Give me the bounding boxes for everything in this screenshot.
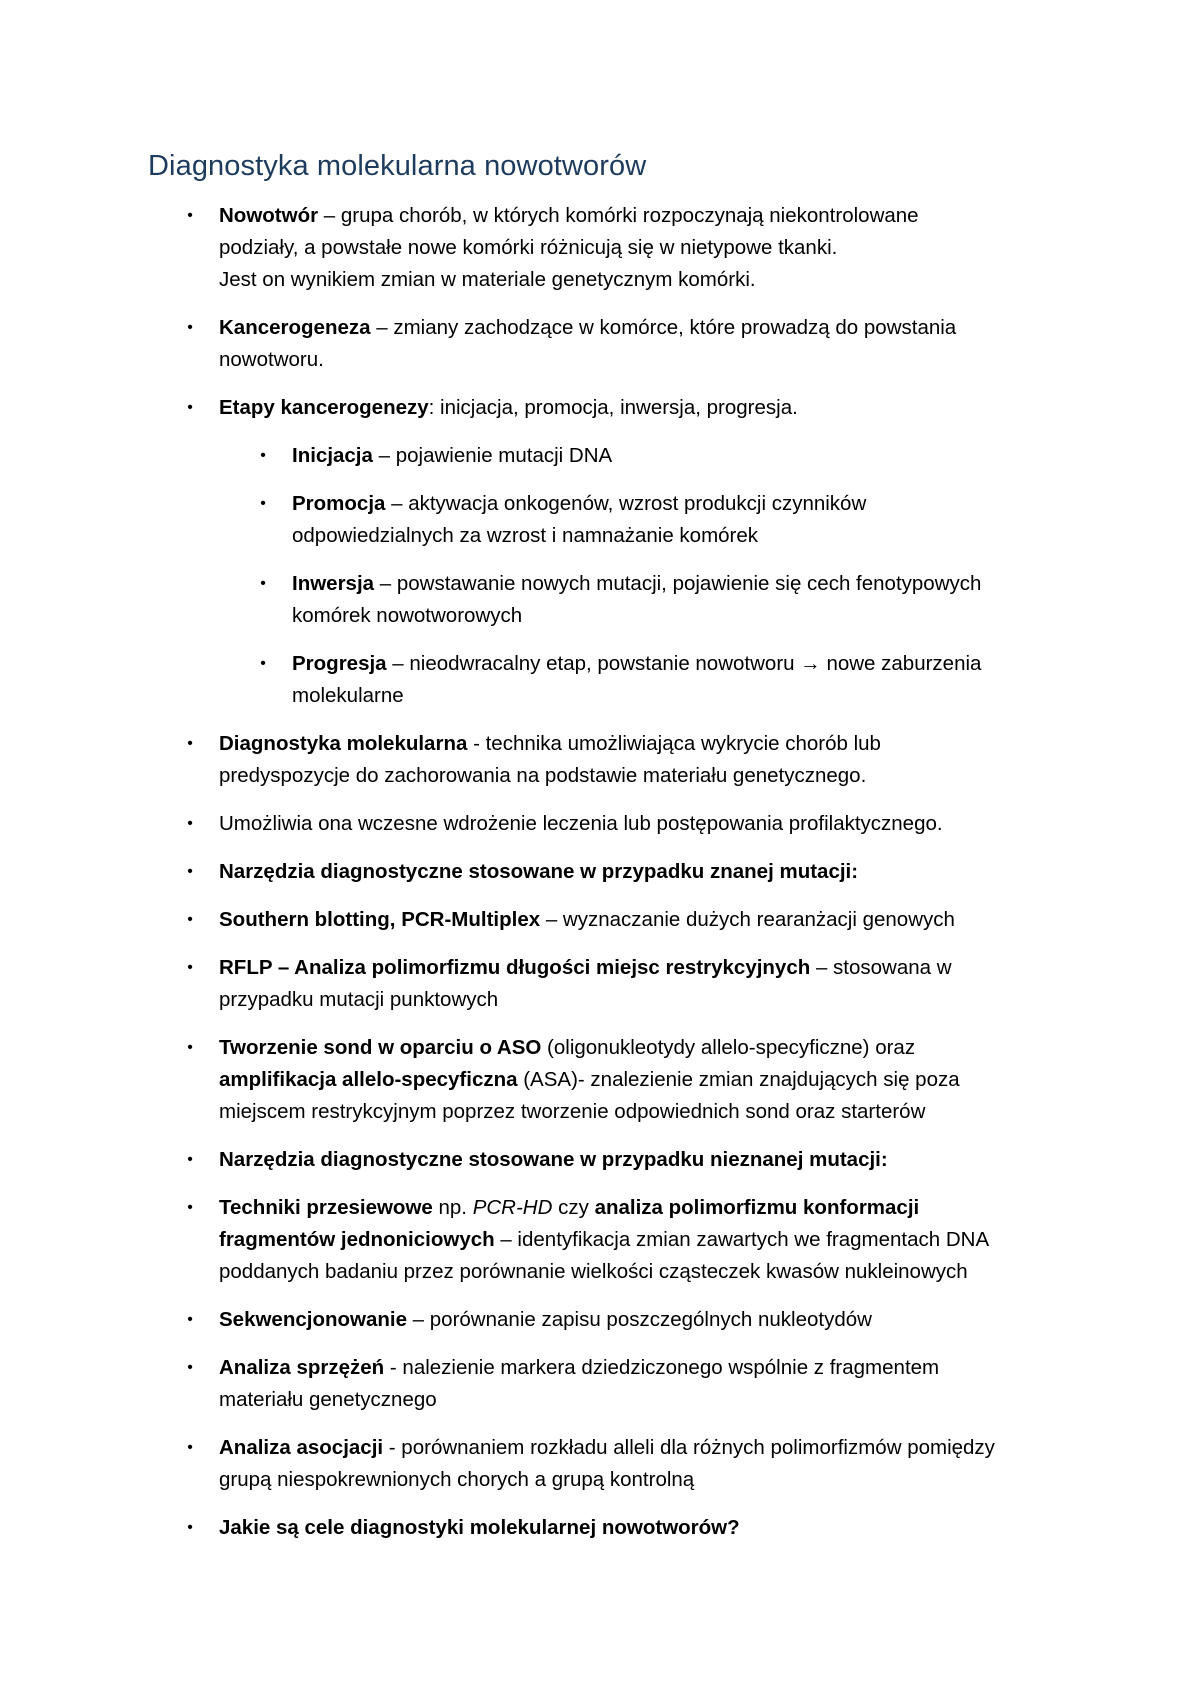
bold-text: → bbox=[800, 652, 821, 675]
bullet-icon: • bbox=[187, 735, 193, 752]
text-line bbox=[292, 600, 1092, 632]
text-segment: Umożliwia ona wczesne wdrożenie leczenia lub postępowania profilaktycznego. bbox=[219, 812, 943, 835]
text-segment: np. bbox=[432, 1196, 473, 1219]
text-line bbox=[292, 648, 1092, 680]
bold-text: Nowotwór bbox=[219, 204, 319, 227]
bold-text: Southern blotting, PCR-Multiplex bbox=[219, 908, 541, 931]
text-segment: (oligonukleotydy allelo-specyficzne) oraz bbox=[541, 1036, 916, 1059]
text-line bbox=[219, 1512, 1079, 1544]
bold-text: Narzędzia diagnostyczne stosowane w przypadku znanej mutacji: bbox=[219, 860, 859, 883]
text-line bbox=[219, 1096, 1079, 1128]
text-line bbox=[219, 1256, 1079, 1288]
text-line bbox=[219, 1032, 1079, 1064]
bullet-icon: • bbox=[260, 655, 266, 672]
text-segment: - technika umożliwiająca wykrycie chorób lub bbox=[467, 732, 881, 755]
bullet-icon: • bbox=[187, 319, 193, 336]
list-item bbox=[187, 1512, 1079, 1544]
bullet-icon: • bbox=[260, 575, 266, 592]
text-line bbox=[219, 1352, 1079, 1384]
list-item bbox=[187, 856, 1079, 888]
bold-text: amplifikacja allelo-specyficzna bbox=[219, 1068, 518, 1091]
bold-text: Analiza sprzężeń bbox=[219, 1356, 385, 1379]
bold-text: Diagnostyka molekularna bbox=[219, 732, 468, 755]
text-line bbox=[219, 1192, 1079, 1224]
bullet-icon: • bbox=[187, 1439, 193, 1456]
bullet-icon: • bbox=[187, 1519, 193, 1536]
bold-text: Techniki przesiewowe bbox=[219, 1196, 433, 1219]
bullet-icon: • bbox=[260, 495, 266, 512]
text-segment: molekularne bbox=[292, 684, 404, 707]
text-segment: nowe zaburzenia bbox=[820, 652, 982, 675]
bullet-icon: • bbox=[187, 1151, 193, 1168]
text-segment: (ASA)- znalezienie zmian znajdujących się poza bbox=[517, 1068, 960, 1091]
text-line bbox=[292, 440, 1092, 472]
text-segment: : inicjacja, promocja, inwersja, progresja. bbox=[428, 396, 798, 419]
text-segment: – porównanie zapisu poszczególnych nukleotydów bbox=[406, 1308, 872, 1331]
text-segment: – powstawanie nowych mutacji, pojawienie się cech fenotypowych bbox=[374, 572, 982, 595]
bold-text: Narzędzia diagnostyczne stosowane w przypadku nieznanej mutacji: bbox=[219, 1148, 888, 1171]
text-segment: – aktywacja onkogenów, wzrost produkcji czynników bbox=[385, 492, 867, 515]
text-line bbox=[219, 760, 1079, 792]
text-line bbox=[219, 1304, 1079, 1336]
text-line bbox=[292, 680, 1092, 712]
bullet-icon: • bbox=[187, 863, 193, 880]
text-line bbox=[219, 200, 1079, 232]
bold-text: analiza polimorfizmu konformacji bbox=[594, 1196, 920, 1219]
list-item bbox=[187, 200, 1079, 296]
text-segment: odpowiedzialnych za wzrost i namnażanie komórek bbox=[292, 524, 759, 547]
list-item bbox=[187, 808, 1079, 840]
text-line bbox=[292, 568, 1092, 600]
bold-text: Progresja bbox=[292, 652, 387, 675]
list-item bbox=[187, 1144, 1079, 1176]
text-line bbox=[219, 728, 1079, 760]
text-line bbox=[219, 1384, 1079, 1416]
bullet-icon: • bbox=[187, 207, 193, 224]
text-line bbox=[219, 1144, 1079, 1176]
text-line bbox=[219, 1064, 1079, 1096]
bullet-icon: • bbox=[187, 911, 193, 928]
bold-text: RFLP – Analiza polimorfizmu długości miejsc restrykcyjnych bbox=[219, 956, 811, 979]
list-item bbox=[187, 1432, 1079, 1496]
text-line bbox=[219, 1224, 1079, 1256]
text-segment: Jest on wynikiem zmian w materiale genetycznym komórki. bbox=[219, 268, 756, 291]
bullet-icon: • bbox=[187, 1311, 193, 1328]
text-line bbox=[219, 856, 1079, 888]
text-line bbox=[219, 392, 1079, 424]
sub-list-item bbox=[260, 648, 1092, 712]
text-line bbox=[219, 232, 1079, 264]
list-item bbox=[187, 952, 1079, 1016]
list-item bbox=[187, 1192, 1079, 1288]
text-line bbox=[219, 984, 1079, 1016]
sub-list-item bbox=[260, 568, 1092, 632]
bullet-icon: • bbox=[260, 447, 266, 464]
bold-text: Analiza asocjacji bbox=[219, 1436, 384, 1459]
text-line bbox=[219, 808, 1079, 840]
bold-text: Jakie są cele diagnostyki molekularnej nowotworów? bbox=[219, 1516, 740, 1539]
text-segment: predyspozycje do zachorowania na podstawie materiału genetycznego. bbox=[219, 764, 867, 787]
text-segment: - nalezienie markera dziedziczonego wspólnie z fragmentem bbox=[384, 1356, 940, 1379]
list-item bbox=[187, 1032, 1079, 1128]
text-segment: podziały, a powstałe nowe komórki różnicują się w nietypowe tkanki. bbox=[219, 236, 838, 259]
bold-text: Kancerogeneza bbox=[219, 316, 371, 339]
text-segment: – zmiany zachodzące w komórce, które prowadzą do powstania bbox=[370, 316, 957, 339]
bold-text: Inwersja bbox=[292, 572, 375, 595]
list-item bbox=[187, 1304, 1079, 1336]
text-segment: miejscem restrykcyjnym poprzez tworzenie odpowiednich sond oraz starterów bbox=[219, 1100, 926, 1123]
text-segment: materiału genetycznego bbox=[219, 1388, 437, 1411]
bullet-icon: • bbox=[187, 399, 193, 416]
italic-text: PCR-HD bbox=[472, 1196, 553, 1219]
text-segment: – identyfikacja zmian zawartych we fragmentach DNA bbox=[494, 1228, 990, 1251]
bold-text: Sekwencjonowanie bbox=[219, 1308, 407, 1331]
bold-text: Tworzenie sond w oparciu o ASO bbox=[219, 1036, 542, 1059]
bullet-icon: • bbox=[187, 815, 193, 832]
text-segment: – wyznaczanie dużych rearanżacji genowych bbox=[540, 908, 955, 931]
text-segment: poddanych badaniu przez porównanie wielkości cząsteczek kwasów nukleinowych bbox=[219, 1260, 968, 1283]
bold-text: fragmentów jednoniciowych bbox=[219, 1228, 495, 1251]
text-line bbox=[219, 1464, 1079, 1496]
list-item bbox=[187, 392, 1079, 424]
text-line bbox=[219, 344, 1079, 376]
text-segment: grupą niespokrewnionych chorych a grupą kontrolną bbox=[219, 1468, 695, 1491]
text-segment: przypadku mutacji punktowych bbox=[219, 988, 499, 1011]
list-item bbox=[187, 312, 1079, 376]
text-line bbox=[292, 520, 1092, 552]
text-segment: czy bbox=[552, 1196, 595, 1219]
text-line bbox=[219, 264, 1079, 296]
text-line bbox=[219, 952, 1079, 984]
sub-list-item bbox=[260, 440, 1092, 472]
bullet-icon: • bbox=[187, 1039, 193, 1056]
text-line bbox=[292, 488, 1092, 520]
text-segment: komórek nowotworowych bbox=[292, 604, 523, 627]
text-segment: – grupa chorób, w których komórki rozpoczynają niekontrolowane bbox=[318, 204, 919, 227]
text-line bbox=[219, 1432, 1079, 1464]
text-segment: – pojawienie mutacji DNA bbox=[372, 444, 613, 467]
bullet-icon: • bbox=[187, 1359, 193, 1376]
bullet-icon: • bbox=[187, 959, 193, 976]
bold-text: Inicjacja bbox=[292, 444, 373, 467]
list-item bbox=[187, 904, 1079, 936]
text-segment: - porównaniem rozkładu alleli dla różnych polimorfizmów pomiędzy bbox=[383, 1436, 995, 1459]
text-line bbox=[219, 904, 1079, 936]
sub-list-item bbox=[260, 488, 1092, 552]
bullet-icon: • bbox=[187, 1199, 193, 1216]
list-item bbox=[187, 1352, 1079, 1416]
bold-text: Promocja bbox=[292, 492, 386, 515]
text-segment: – stosowana w bbox=[810, 956, 952, 979]
page-title: Diagnostyka molekularna nowotworów bbox=[148, 150, 647, 182]
bold-text: Etapy kancerogenezy bbox=[219, 396, 429, 419]
text-line bbox=[219, 312, 1079, 344]
text-segment: nowotworu. bbox=[219, 348, 324, 371]
text-segment: – nieodwracalny etap, powstanie nowotworu bbox=[386, 652, 801, 675]
list-item bbox=[187, 728, 1079, 792]
